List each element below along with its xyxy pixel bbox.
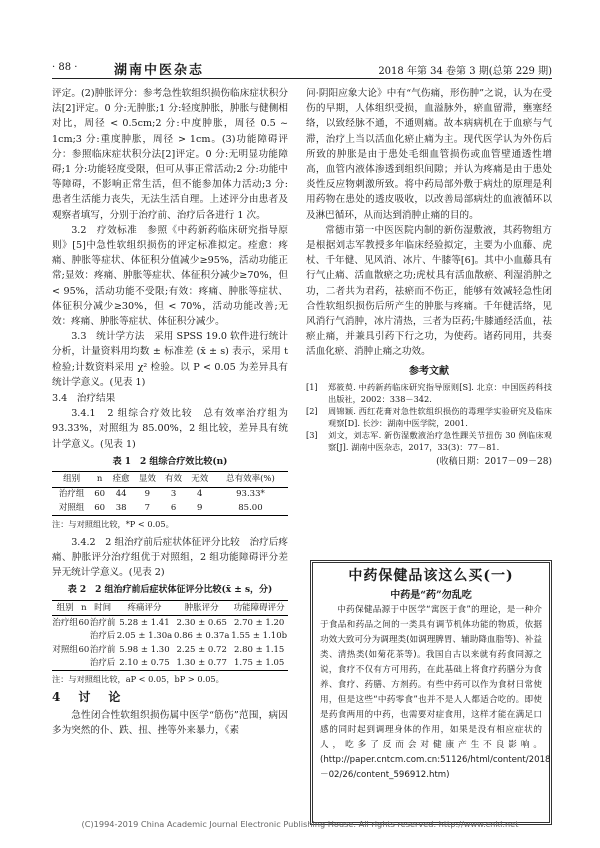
- paragraph: 3.4.1 2 组综合疗效比较 总有效率治疗组为 93.33%，对照组为 85.00%，2 组比较，差异具有统计学意义。(见表 1): [52, 408, 288, 450]
- ref-text: 刘文，刘志军. 新伤湿敷液治疗急性踝关节扭伤 30 例临床观察[J]. 湖南中医杂志，2017，33(3)：77－81.: [328, 429, 552, 452]
- th: 总有效率(%): [213, 472, 288, 488]
- td: 9: [144, 489, 151, 500]
- ref-text: 周锦颖. 西红花膏对急性软组织损伤的毒理学实验研究及临床观察[D]. 长沙：湖南中医学院，2001.: [328, 405, 552, 428]
- right-column: [306, 86, 552, 470]
- journal-title: 湖南中医杂志: [114, 63, 205, 78]
- th: n: [78, 600, 89, 616]
- th: n: [91, 472, 108, 488]
- td: [78, 657, 89, 671]
- td: 治疗组: [58, 489, 85, 500]
- references-heading: 参考文献: [409, 365, 449, 377]
- paragraph: 问·阴阳应象大论》中有“气伤痛，形伤肿”之说，认为在受伤的早期，人体组织受损，血溢脉外，瘀血留滞，壅塞经络，以致经脉不通，不通则痛。故本病病机在于血瘀与气滞，治疗上当以活血化瘀止痛为主。现代医学认为外伤后所致的肿胀是由于患处毛细血管损伤或血管壁通透性增高，血管内液体渗透到组织间隙；并认为疼痛是由于患处炎性反应物刺激所致。将中药局部外敷于病灶的原理是利用药物在患处的透皮吸收，以改善局部病灶的血液循环以及淋巴循环，从而达到消肿止痛的目的。: [306, 88, 552, 221]
- td: 治疗前: [89, 644, 116, 655]
- th: 疼痛评分: [116, 600, 173, 616]
- td: 0.86 ± 0.37a: [173, 631, 230, 642]
- td: 1.30 ± 0.77: [176, 658, 227, 669]
- td: 60: [78, 617, 90, 628]
- issue-info: 2018 年第 34 卷第 3 期(总第 229 期): [378, 66, 552, 77]
- td: 治疗后: [89, 631, 116, 642]
- th: 显效: [134, 472, 160, 488]
- th: 组别: [52, 600, 78, 616]
- td: 2.30 ± 0.65: [176, 617, 227, 628]
- td: 38: [115, 502, 127, 513]
- page-number: · 88 ·: [52, 62, 78, 73]
- paragraph: 常德市第一中医医院内制的新伤湿敷液，其药物组方是根据刘志军教授多年临床经验拟定，主要为小血藤、虎杖、千年健、见风消、冰片、牛膝等[6]。其中小血藤具有行气止痛、活血散瘀之功;虎杖具有活血散瘀、利湿消肿之功，二者共为君药，祛瘀而不伤正，能够有效减轻急性闭合性软组织损伤后所产生的肿胀与疼痛。千年健活络，见风消行气消肿，冰片清热，三者为臣药;牛膝通经活血，祛瘀止痛，并兼具引药下行之功，为使药。诸药同用，共奏活血化瘀、消肿止痛之功效。: [306, 224, 552, 358]
- th: 无效: [187, 472, 213, 488]
- page-header: [52, 58, 552, 78]
- th: 功能障碍评分: [230, 600, 288, 616]
- received-date: (收稿日期：2017－09－28): [436, 456, 552, 467]
- td: 5.28 ± 1.41: [119, 617, 170, 628]
- ref-number: [2]: [306, 405, 318, 416]
- reference-item: [306, 381, 552, 405]
- td: 5.98 ± 1.30: [119, 644, 170, 655]
- th: 痊愈: [108, 472, 134, 488]
- table-header-row: [52, 600, 288, 616]
- table-row: [52, 487, 288, 501]
- reference-item: [306, 405, 552, 429]
- paragraph: 3.4.2 2 组治疗前后症状体征评分比较 治疗后疼痛、肿胀评分治疗组优于对照组，2 组功能障碍评分差异无统计学意义。(见表 2): [52, 536, 288, 579]
- section-heading: 3.4 治疗结果: [52, 393, 116, 405]
- table-caption: 表 2 2 组治疗前后症状体征评分比较(x̄ ± s，分): [67, 585, 273, 596]
- reference-item: [306, 429, 552, 453]
- box-title: 中药保健品该这么买(一): [348, 568, 514, 584]
- td: 对照组: [58, 502, 85, 513]
- copyright-footer: (C)1994-2019 China Academic Journal Electronic Publishing House. All rights reserved. http://www.cnki.net: [81, 819, 519, 829]
- table-row: [52, 501, 288, 515]
- td: 2.70 ± 1.20: [233, 617, 285, 628]
- td: 对照组: [52, 644, 78, 655]
- table-row: [52, 616, 288, 630]
- td: [52, 657, 78, 671]
- paragraph: 3.2 疗效标准 参照《中药新药临床研究指导原则》[5]中急性软组织损伤的评定标准拟定。痊愈：疼痛、肿胀等症状、体征积分值减少≥95%，活动功能正常;显效：疼痛、肿胀等症状、体征积分减少≥70%，但 < 95%，活动功能不受限;有效：疼痛、肿胀等症状、体征积分减少≥30%，但 < 70%，活动功能改善;无效：疼痛、肿胀等症状、体征积分减少。: [52, 224, 288, 328]
- td: [78, 630, 89, 644]
- ref-text: 郑筱萸. 中药新药临床研究指导原则[S]. 北京：中国医药科技出版社，2002：338－342.: [328, 381, 552, 404]
- td: 治疗前: [89, 617, 116, 628]
- table-header-row: [52, 472, 288, 488]
- td: 治疗组: [52, 617, 78, 628]
- td: 2.10 ± 0.75: [119, 658, 170, 669]
- th: 时间: [90, 600, 116, 616]
- td: 治疗后: [89, 658, 116, 669]
- td: 6: [170, 502, 177, 513]
- td: [52, 630, 78, 644]
- td: 2.25 ± 0.72: [176, 644, 227, 655]
- paragraph: 急性闭合性软组织损伤属中医学“筋伤”范围，病因多为突然的仆、跌、扭、挫等外来暴力，《素: [52, 709, 288, 736]
- th: 组别: [52, 472, 91, 488]
- td: 44: [115, 489, 127, 500]
- table-1: [52, 471, 288, 516]
- td: 60: [94, 502, 106, 513]
- header-rule: [52, 78, 552, 79]
- ref-number: [3]: [306, 429, 318, 440]
- td: 9: [197, 502, 203, 513]
- td: 4: [197, 489, 203, 500]
- td: 60: [78, 644, 90, 655]
- table-note: 注：与对照组比较，aP < 0.05，bP > 0.05。: [52, 674, 224, 685]
- box-subtitle: 中药是“药”勿乱吃: [390, 590, 472, 601]
- table-caption: 表 1 2 组综合疗效比较(n): [112, 456, 228, 467]
- td: 85.00: [238, 502, 263, 513]
- table-row: [52, 643, 288, 657]
- td: 1.55 ± 1.10b: [231, 631, 288, 642]
- td: 93.33*: [236, 489, 265, 500]
- th: 肿胀评分: [173, 600, 230, 616]
- td: 3: [170, 489, 177, 500]
- table-2: [52, 600, 288, 672]
- paragraph: 评定。(2)肿胀评分：参考急性软组织损伤临床症状积分法[2]评定。0 分:无肿胀;1 分:轻度肿胀，肿胀与健侧相对比，周径 < 0.5cm;2 分:中度肿胀，周径 0.5 ~ 1cm;3 分:重度肿胀，周径 > 1cm。(3)功能障碍评分：参照临床症状积分法[2]评定。0 分:无明显功能障碍;1 分:功能轻度受限，但可从事正常活动;2 分:功能中等障碍，不影响正常生活，但不能参加体力活动;3 分:患者生活能力丧失，无法生活自理。上述评分由患者及观察者填写，分别于治疗前、治疗后各进行 1 次。: [52, 88, 288, 221]
- td: 7: [144, 502, 151, 513]
- ref-number: [1]: [306, 381, 318, 392]
- td: 2.05 ± 1.30a: [116, 631, 173, 642]
- box-body: 中药保健品源于中医学“寓医于食”的理论，是一种介于食品和药品之间的一类具有调节机体功能的物质，依据功效大致可分为调理类(如调理脾胃、辅助降血脂等)、补益类、清热类(如菊花茶等)。我国自古以来就有药食同源之说，食疗不仅有方可用药，在此基础上将食疗药膳分为食养、食疗、药膳、方剂药。有些中药可以作为食材日常使用，但是这些“中药零食”也并不是人人都适合吃的。即使是药食两用的中药，也需要对症食用，这样才能在满足口感的同时起到调理身体的作用，如果是没有相应症状的人，吃多了反而会对健康产生不良影响。(http://paper.cntcm.com.cn:51126/html/content/2018－02/26/content_596912.htm): [320, 605, 551, 780]
- table-note: 注：与对照组比较，*P < 0.05。: [52, 518, 174, 529]
- th: 有效: [160, 472, 186, 488]
- paragraph: 3.3 统计学方法 采用 SPSS 19.0 软件进行统计分析，计量资料用均数 ± 标准差 (x̄ ± s) 表示，采用 t 检验;计数资料采用 χ² 检验。以 P < 0.05 为差异具有统计学意义。(见表 1): [52, 331, 288, 388]
- sidebar-box: [310, 560, 552, 825]
- table-row: [52, 657, 288, 671]
- td: 1.75 ± 1.05: [233, 658, 285, 669]
- section-heading: 4 讨 论: [52, 690, 124, 705]
- td: 2.80 ± 1.15: [233, 644, 285, 655]
- left-column: [52, 86, 288, 738]
- td: 60: [94, 489, 106, 500]
- table-row: [52, 630, 288, 644]
